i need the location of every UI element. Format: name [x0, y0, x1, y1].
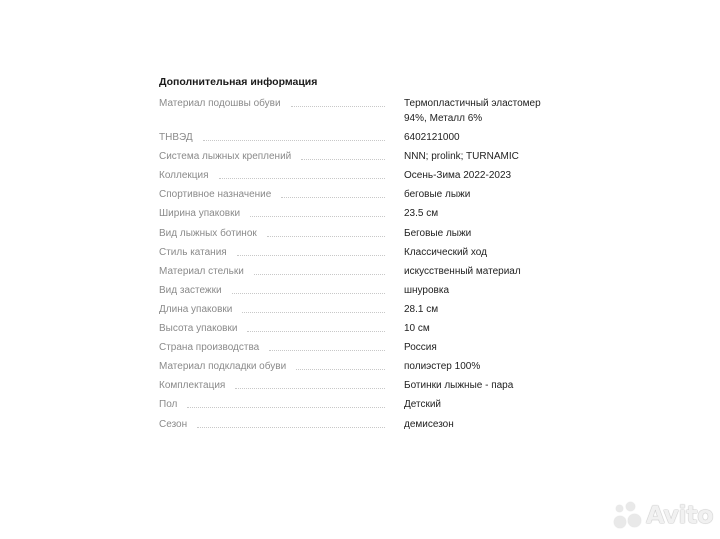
- avito-watermark-text: Avito: [646, 501, 714, 529]
- leader-dots: [254, 274, 385, 275]
- spec-label-cell: [159, 130, 395, 145]
- spec-label: Стиль катания: [159, 246, 227, 258]
- spec-value: 10 см: [404, 323, 430, 335]
- leader-dots: [301, 159, 385, 160]
- spec-value: полиэстер 100%: [404, 361, 481, 373]
- spec-row: [159, 168, 579, 183]
- spec-label-cell: [159, 149, 395, 164]
- leader-dots: [291, 106, 385, 107]
- spec-row: [159, 187, 579, 202]
- spec-row: [159, 130, 579, 145]
- spec-label-cell: [159, 359, 395, 374]
- spec-label: Высота упаковки: [159, 323, 238, 335]
- spec-row: [159, 359, 579, 374]
- leader-dots: [269, 350, 385, 351]
- spec-label: Коллекция: [159, 170, 209, 182]
- spec-row: [159, 283, 579, 298]
- leader-dots: [187, 407, 385, 408]
- spec-label: Комплектация: [159, 380, 226, 392]
- leader-dots: [296, 369, 385, 370]
- spec-label-cell: [159, 226, 395, 241]
- spec-row: [159, 397, 579, 412]
- spec-value: Детский: [404, 399, 442, 411]
- spec-label-cell: [159, 206, 395, 221]
- spec-label: Вид застежки: [159, 284, 222, 296]
- spec-row: [159, 378, 579, 393]
- spec-value: 6402121000: [404, 132, 460, 144]
- spec-label: Вид лыжных ботинок: [159, 227, 257, 239]
- spec-label: Страна производства: [159, 342, 260, 354]
- leader-dots: [242, 312, 385, 313]
- spec-list: [159, 96, 579, 432]
- spec-label-cell: [159, 417, 395, 432]
- spec-label: Сезон: [159, 418, 188, 430]
- spec-value: Осень-Зима 2022-2023: [404, 170, 512, 182]
- spec-row: [159, 149, 579, 164]
- spec-row: [159, 417, 579, 432]
- spec-value: NNN; prolink; TURNAMIC: [404, 151, 519, 163]
- spec-row: [159, 340, 579, 355]
- spec-label: Материал подошвы обуви: [159, 98, 281, 109]
- spec-value: беговые лыжи: [404, 189, 471, 201]
- leader-dots: [250, 216, 385, 217]
- spec-value: Классический ход: [404, 246, 487, 258]
- section-title: Дополнительная информация: [159, 76, 318, 88]
- spec-label: ТНВЭД: [159, 132, 193, 144]
- spec-value: Беговые лыжи: [404, 227, 472, 239]
- spec-label-cell: [159, 321, 395, 336]
- leader-dots: [267, 236, 385, 237]
- spec-label-cell: [159, 397, 395, 412]
- spec-value: искусственный материал: [404, 265, 521, 277]
- spec-label: Спортивное назначение: [159, 189, 272, 201]
- spec-value: Ботинки лыжные - пара: [404, 380, 514, 392]
- leader-dots: [203, 140, 385, 141]
- spec-label-cell: [159, 340, 395, 355]
- spec-label-cell: [159, 264, 395, 279]
- spec-value: 28.1 см: [404, 303, 439, 315]
- leader-dots: [237, 255, 385, 256]
- spec-label: Ширина упаковки: [159, 208, 241, 220]
- spec-row: [159, 302, 579, 317]
- spec-label-cell: [159, 168, 395, 183]
- spec-label: Материал подкладки обуви: [159, 361, 287, 373]
- spec-row: [159, 206, 579, 221]
- avito-watermark: [612, 500, 713, 530]
- spec-label-cell: [159, 245, 395, 260]
- spec-label-cell: [159, 96, 395, 111]
- leader-dots: [281, 197, 385, 198]
- spec-value: 23.5 см: [404, 208, 439, 220]
- spec-label-cell: [159, 283, 395, 298]
- avito-logo-icon: [612, 500, 642, 530]
- leader-dots: [247, 331, 385, 332]
- spec-value: Россия: [404, 342, 437, 354]
- spec-label: Длина упаковки: [159, 303, 233, 315]
- additional-info-section: [159, 76, 579, 436]
- spec-value: демисезон: [404, 418, 454, 430]
- spec-label-cell: [159, 378, 395, 393]
- spec-label: Система лыжных креплений: [159, 151, 292, 163]
- spec-label: Материал стельки: [159, 265, 244, 277]
- spec-row: [159, 321, 579, 336]
- spec-value: Термопластичный эластомер 94%, Металл 6%: [404, 98, 541, 124]
- spec-label: Пол: [159, 399, 178, 411]
- spec-row: [159, 96, 579, 126]
- leader-dots: [235, 388, 385, 389]
- leader-dots: [219, 178, 385, 179]
- spec-value: шнуровка: [404, 284, 450, 296]
- spec-label-cell: [159, 302, 395, 317]
- leader-dots: [232, 293, 385, 294]
- spec-label-cell: [159, 187, 395, 202]
- spec-row: [159, 226, 579, 241]
- spec-row: [159, 264, 579, 279]
- leader-dots: [197, 427, 385, 428]
- spec-row: [159, 245, 579, 260]
